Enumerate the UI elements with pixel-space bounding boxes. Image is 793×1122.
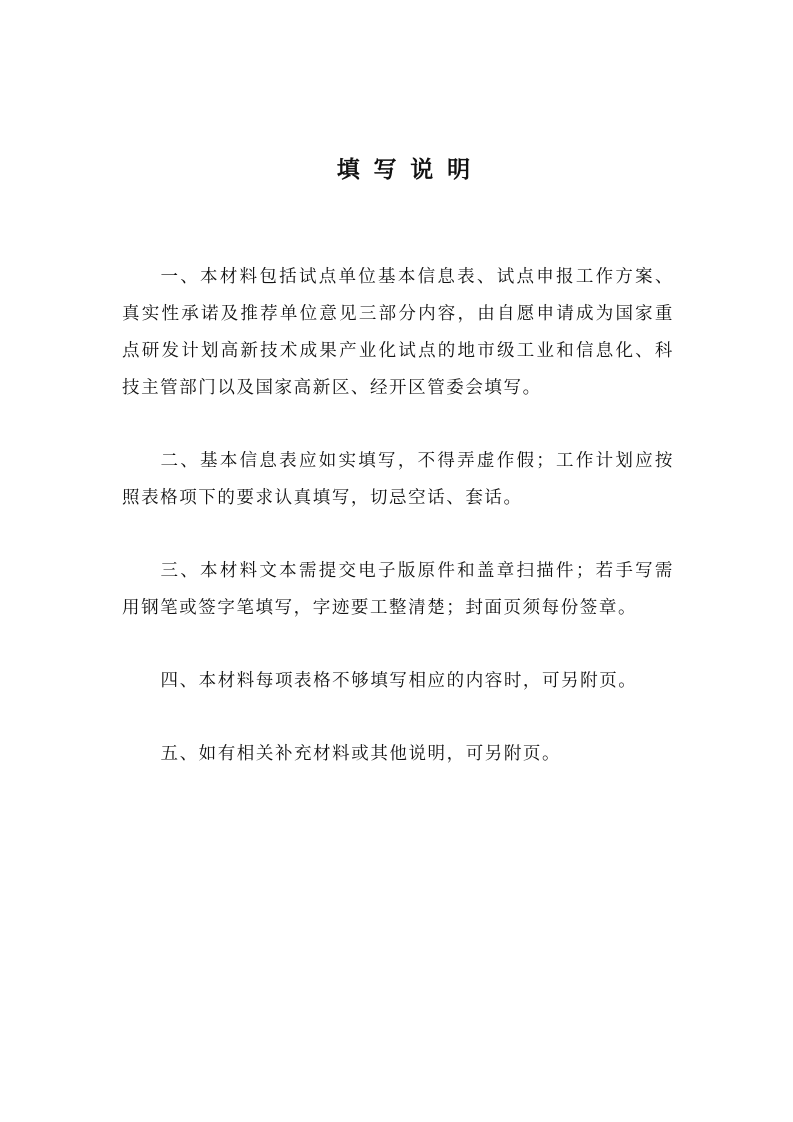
instruction-paragraph-3: 三、本材料文本需提交电子版原件和盖章扫描件；若手写需用钢笔或签字笔填写，字迹要工整清楚；封面页须每份签章。 [122,561,674,618]
page-title: 填写说明 [336,156,484,183]
instructions-body [122,259,674,809]
instruction-paragraph-2: 二、基本信息表应如实填写，不得弄虚作假；工作计划应按照表格项下的要求认真填写，切忌空话、套话。 [122,451,674,508]
instruction-paragraph-4: 四、本材料每项表格不够填写相应的内容时，可另附页。 [160,671,638,691]
instruction-paragraph-1: 一、本材料包括试点单位基本信息表、试点申报工作方案、真实性承诺及推荐单位意见三部分内容，由自愿申请成为国家重点研发计划高新技术成果产业化试点的地市级工业和信息化、科技主管部门以及国家高新区、经开区管委会填写。 [122,267,674,398]
instruction-paragraph-5: 五、如有相关补充材料或其他说明，可另附页。 [160,744,562,764]
